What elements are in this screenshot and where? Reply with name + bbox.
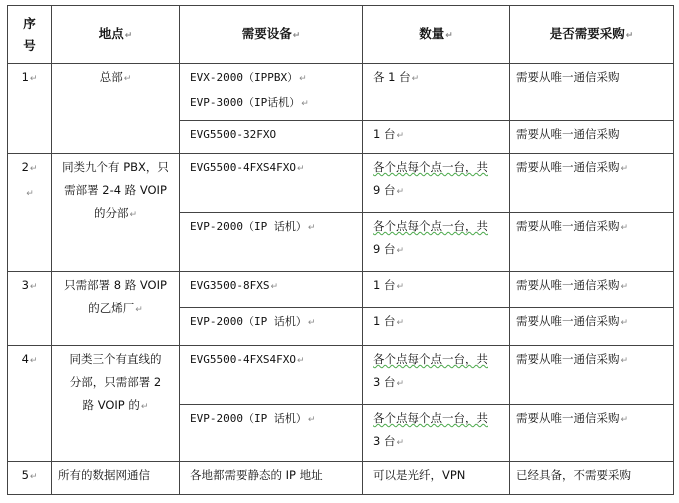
seq-cell: 2↵ ↵ bbox=[8, 154, 52, 272]
equipment-cell: EVP-2000（IP 话机）↵ bbox=[180, 308, 363, 346]
table-row bbox=[8, 462, 674, 495]
header-seq-line1: 序 bbox=[23, 15, 36, 31]
seq-cell: 3↵ bbox=[8, 272, 52, 346]
equipment-cell: EVG3500-8FXS↵ bbox=[180, 272, 363, 308]
procure-cell: 需要从唯一通信采购↵ bbox=[510, 308, 674, 346]
equipment-cell: EVP-2000（IP 话机）↵ bbox=[180, 213, 363, 272]
seq-cell: 5↵ bbox=[8, 462, 52, 495]
table-row bbox=[8, 346, 674, 405]
equipment-cell: EVG5500-4FXS4FXO↵ bbox=[180, 154, 363, 213]
quantity-cell: 各 1 台↵ bbox=[363, 64, 510, 121]
quantity-cell: 各个点每个点一台，共 9 台↵ bbox=[363, 154, 510, 213]
quantity-cell: 1 台↵ bbox=[363, 308, 510, 346]
procure-cell: 需要从唯一通信采购 bbox=[510, 121, 674, 154]
equipment-cell: 各地都需要静态的 IP 地址 bbox=[180, 462, 363, 495]
procurement-table bbox=[7, 5, 674, 495]
header-seq bbox=[8, 6, 52, 64]
quantity-cell: 1 台↵ bbox=[363, 272, 510, 308]
header-quantity: 数量↵ bbox=[363, 6, 510, 64]
location-cell: 总部↵ bbox=[52, 64, 180, 154]
quantity-cell: 1 台↵ bbox=[363, 121, 510, 154]
quantity-cell: 可以是光纤，VPN bbox=[363, 462, 510, 495]
table-row bbox=[8, 154, 674, 213]
header-location: 地点↵ bbox=[52, 6, 180, 64]
procure-cell: 需要从唯一通信采购↵ bbox=[510, 154, 674, 213]
seq-cell: 1↵ bbox=[8, 64, 52, 154]
table-row bbox=[8, 64, 674, 121]
header-row bbox=[8, 6, 674, 64]
header-seq-line2: 号 bbox=[23, 37, 36, 53]
equipment-cell: EVX-2000（IPPBX）↵ EVP-3000（IP话机）↵ bbox=[180, 64, 363, 121]
equipment-cell: EVG5500-4FXS4FXO↵ bbox=[180, 346, 363, 405]
procure-cell: 需要从唯一通信采购↵ bbox=[510, 405, 674, 462]
equipment-cell: EVP-2000（IP 话机）↵ bbox=[180, 405, 363, 462]
location-cell: 同类九个有 PBX，只 需部署 2-4 路 VOIP 的分部↵ bbox=[52, 154, 180, 272]
equipment-cell: EVG5500-32FXO bbox=[180, 121, 363, 154]
location-cell: 只需部署 8 路 VOIP 的乙烯厂↵ bbox=[52, 272, 180, 346]
procure-cell: 需要从唯一通信采购 bbox=[510, 64, 674, 121]
procure-cell: 需要从唯一通信采购↵ bbox=[510, 272, 674, 308]
quantity-cell: 各个点每个点一台，共 3 台↵ bbox=[363, 405, 510, 462]
location-cell: 所有的数据网通信 bbox=[52, 462, 180, 495]
header-procure: 是否需要采购↵ bbox=[510, 6, 674, 64]
location-cell: 同类三个有直线的 分部，只需部署 2 路 VOIP 的↵ bbox=[52, 346, 180, 462]
procure-cell: 需要从唯一通信采购↵ bbox=[510, 346, 674, 405]
procure-cell: 已经具备，不需要采购 bbox=[510, 462, 674, 495]
quantity-cell: 各个点每个点一台，共 9 台↵ bbox=[363, 213, 510, 272]
header-equipment: 需要设备↵ bbox=[180, 6, 363, 64]
seq-cell: 4↵ bbox=[8, 346, 52, 462]
quantity-cell: 各个点每个点一台，共 3 台↵ bbox=[363, 346, 510, 405]
procure-cell: 需要从唯一通信采购↵ bbox=[510, 213, 674, 272]
table-row bbox=[8, 272, 674, 308]
